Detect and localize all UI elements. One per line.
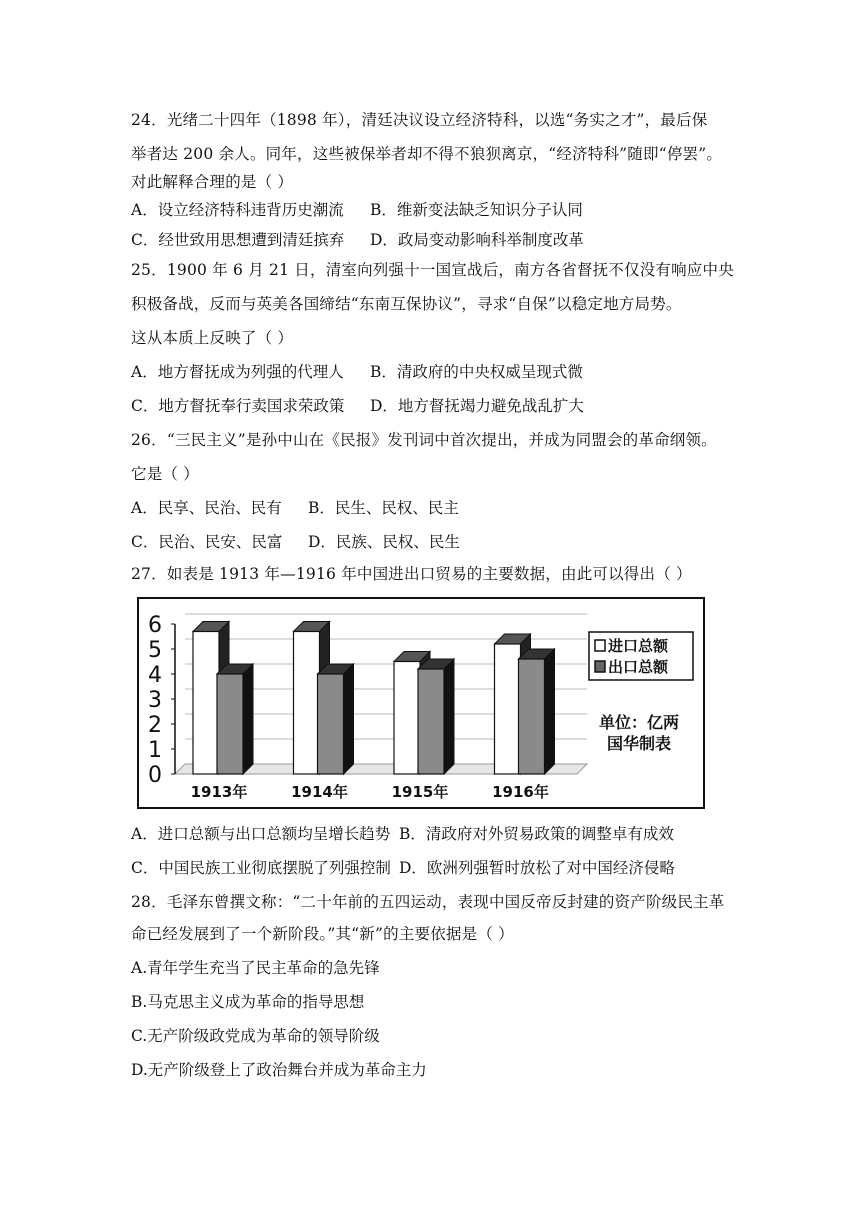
legend-label-import: 进口总额 — [608, 637, 669, 655]
q27-line1: 27．如表是 1913 年—1916 年中国进出口贸易的主要数据，由此可以得出（ ） — [131, 565, 692, 583]
q24-option-c: C．经世致用思想遭到清廷摈弃 — [131, 231, 345, 249]
q25-line1: 25．1900 年 6 月 21 日，清室向列强十一国宣战后，南方各省督抚不仅没有响应中央 — [131, 261, 734, 279]
import-bar — [495, 644, 521, 774]
legend-swatch-import — [595, 640, 605, 651]
q24-option-a: A．设立经济特科违背历史潮流 — [131, 201, 344, 219]
q24-line3: 对此解释合理的是（ ） — [131, 173, 294, 191]
trade-bar-chart — [137, 597, 705, 809]
unit-label: 单位：亿两 — [599, 713, 680, 732]
y-tick-label: 4 — [148, 663, 162, 688]
export-bar — [519, 659, 545, 774]
q28-line2: 命已经发展到了一个新阶段。”其“新”的主要依据是（ ） — [131, 925, 514, 943]
import-bar — [394, 662, 420, 775]
q27-option-b: B．清政府对外贸易政策的调整卓有成效 — [399, 825, 674, 843]
bar-side — [545, 649, 555, 774]
q25-option-a: A．地方督抚成为列强的代理人 — [131, 363, 344, 381]
q25-option-c: C．地方督抚奉行卖国求荣政策 — [131, 397, 345, 415]
q28-option-c: C.无产阶级政党成为革命的领导阶级 — [131, 1027, 380, 1045]
legend-swatch-export — [595, 661, 605, 672]
q26-option-b: B．民生、民权、民主 — [308, 499, 459, 517]
y-tick-label: 3 — [148, 688, 162, 713]
y-tick-label: 5 — [148, 638, 162, 663]
bar-side — [243, 664, 253, 774]
x-category-label: 1915年 — [391, 783, 449, 801]
y-tick-label: 0 — [148, 763, 162, 788]
q26-option-a: A．民享、民治、民有 — [131, 499, 282, 517]
bar-side — [444, 659, 454, 774]
x-category-label: 1914年 — [291, 783, 348, 801]
legend-label-export: 出口总额 — [608, 658, 669, 676]
q28-option-b: B.马克思主义成为革命的指导思想 — [131, 993, 365, 1011]
q28-option-d: D.无产阶级登上了政治舞台并成为革命主力 — [131, 1061, 427, 1079]
bar-side — [344, 664, 354, 774]
export-bar — [418, 669, 444, 774]
source-label: 国华制表 — [607, 734, 672, 753]
import-bar — [294, 632, 320, 775]
y-tick-label: 2 — [148, 713, 162, 738]
q24-line1: 24．光绪二十四年（1898 年），清廷决议设立经济特科，以选“务实之才”，最后保 — [131, 111, 708, 129]
q24-line2: 举者达 200 余人。同年，这些被保举者却不得不狼狈离京，“经济特科”随即“停罢”。 — [131, 145, 723, 163]
chart-legend — [589, 632, 693, 680]
q28-line1: 28．毛泽东曾撰文称：“二十年前的五四运动，表现中国反帝反封建的资产阶级民主革 — [131, 893, 725, 911]
import-bar — [193, 632, 219, 775]
q27-option-d: D．欧洲列强暂时放松了对中国经济侵略 — [399, 859, 675, 877]
q25-option-d: D．地方督抚竭力避免战乱扩大 — [370, 397, 584, 415]
q27-option-c: C．中国民族工业彻底摆脱了列强控制 — [131, 859, 391, 877]
q25-option-b: B．清政府的中央权威呈现式微 — [370, 363, 583, 381]
q26-line1: 26．“三民主义”是孙中山在《民报》发刊词中首次提出，并成为同盟会的革命纲领。 — [131, 431, 717, 449]
q24-option-d: D．政局变动影响科举制度改革 — [370, 231, 584, 249]
export-bar — [217, 674, 243, 774]
q25-line3: 这从本质上反映了（ ） — [131, 329, 294, 347]
x-category-label: 1913年 — [190, 783, 248, 801]
q26-line2: 它是（ ） — [131, 465, 199, 483]
q24-option-b: B．维新变法缺乏知识分子认同 — [370, 201, 583, 219]
export-bar — [318, 674, 344, 774]
y-tick-label: 6 — [148, 613, 162, 638]
q27-option-a: A．进口总额与出口总额均呈增长趋势 — [131, 825, 391, 843]
q28-option-a: A.青年学生充当了民主革命的急先锋 — [131, 959, 380, 977]
x-category-label: 1916年 — [492, 783, 549, 801]
q25-line2: 积极备战，反而与英美各国缔结“东南互保协议”，寻求“自保”以稳定地方局势。 — [131, 295, 682, 313]
y-tick-label: 1 — [148, 738, 162, 763]
q26-option-c: C．民治、民安、民富 — [131, 533, 283, 551]
q26-option-d: D．民族、民权、民生 — [308, 533, 460, 551]
